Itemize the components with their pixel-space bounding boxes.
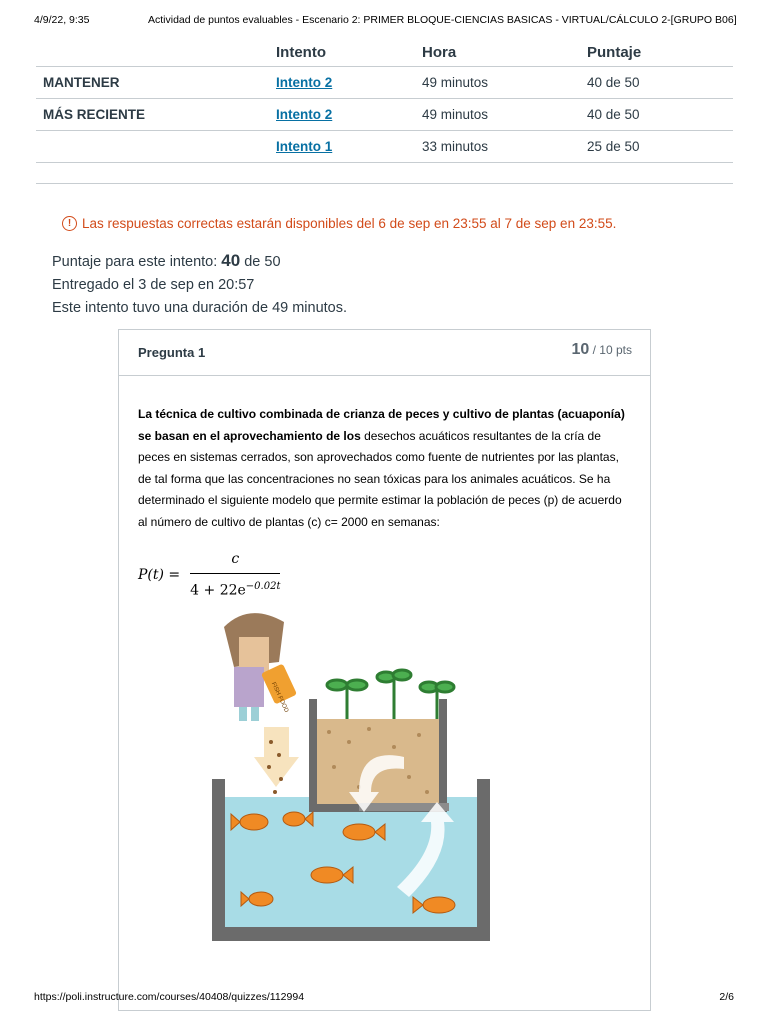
row-label [36,131,276,163]
attempt-time: 33 minutos [422,131,587,163]
question-text-rest: desechos acuáticos resultantes de la cría de peces en sistemas cerrados, son aprovechados como fuente de nutrientes por las plantas, de tal forma que las concentraciones no sean tóxicas para los animales acuáticos. Se ha determinado el siguiente modelo que permite estimar la población de peces (p) de acuerdo al número de cultivo de plantas (c) c= 2000 en semanas: [138,428,622,529]
row-label: MÁS RECIENTE [36,99,276,131]
points-total: / 10 pts [589,343,632,357]
question-body [119,376,650,602]
table-row [36,131,733,163]
attempts-header-row [36,38,733,67]
print-url: https://poli.instructure.com/courses/40408/quizzes/112994 [34,991,305,1003]
submitted-line: Entregado el 3 de sep en 20:57 [52,277,255,293]
points-earned: 10 [571,341,590,358]
formula [138,549,631,602]
header-label-col [36,38,276,67]
attempt-link[interactable]: Intento 1 [276,139,333,154]
notice-text: Las respuestas correctas estarán disponibles del 6 de sep en 23:55 al 7 de sep en 23:55. [82,216,617,231]
formula-exponent: −0.02t [245,580,281,592]
score-value: 40 [221,251,241,270]
header-score: Puntaje [587,38,733,67]
header-time: Hora [422,38,587,67]
attempt-time: 49 minutos [422,99,587,131]
attempt-score-line [52,249,347,274]
warning-circle-icon: ! [62,216,77,231]
attempt-summary [52,249,347,320]
attempt-score: 40 de 50 [587,99,733,131]
table-row [36,99,733,131]
attempt-time: 49 minutos [422,67,587,99]
formula-denominator [190,574,280,602]
print-title: Actividad de puntos evaluables - Escenario 2: PRIMER BLOQUE-CIENCIAS BASICAS - VIRTUAL/CÁLCULO 2-[GRUPO B06] [148,14,737,26]
duration-line: Este intento tuvo una duración de 49 minutos. [52,300,348,316]
section-divider [36,183,733,184]
formula-numerator: c [190,549,280,574]
header-attempt: Intento [276,38,422,67]
print-page-number: 2/6 [719,991,734,1003]
score-prefix: Puntaje para este intento: [52,254,222,270]
formula-fraction [190,549,280,602]
question-name: Pregunta 1 [138,345,206,360]
question-text [138,404,631,533]
attempts-table [36,38,733,163]
question-header [119,330,650,376]
attempt-link[interactable]: Intento 2 [276,107,333,122]
print-date: 4/9/22, 9:35 [34,14,90,26]
aquaponics-illustration [209,607,494,942]
question-text-lead: La técnica de cultivo combinada de crianza de peces y cultivo de plantas (acuaponía) se basan en el aprovechamiento de los [138,407,625,443]
person-feeding-fish [224,613,297,721]
formula-den-base: 4 + 22e [190,582,246,599]
plant [327,670,454,719]
score-suffix: de 50 [240,254,281,270]
table-row [36,67,733,99]
food-arrow [254,727,299,787]
attempt-score: 40 de 50 [587,67,733,99]
formula-lhs: P(t) = [138,566,181,583]
food-can-label: FISH FOOD [269,681,290,714]
attempt-score: 25 de 50 [587,131,733,163]
question-points [572,341,633,359]
row-label: MANTENER [36,67,276,99]
attempt-link[interactable]: Intento 2 [276,75,333,90]
question-card [118,329,651,1011]
answers-availability-notice [62,216,616,231]
